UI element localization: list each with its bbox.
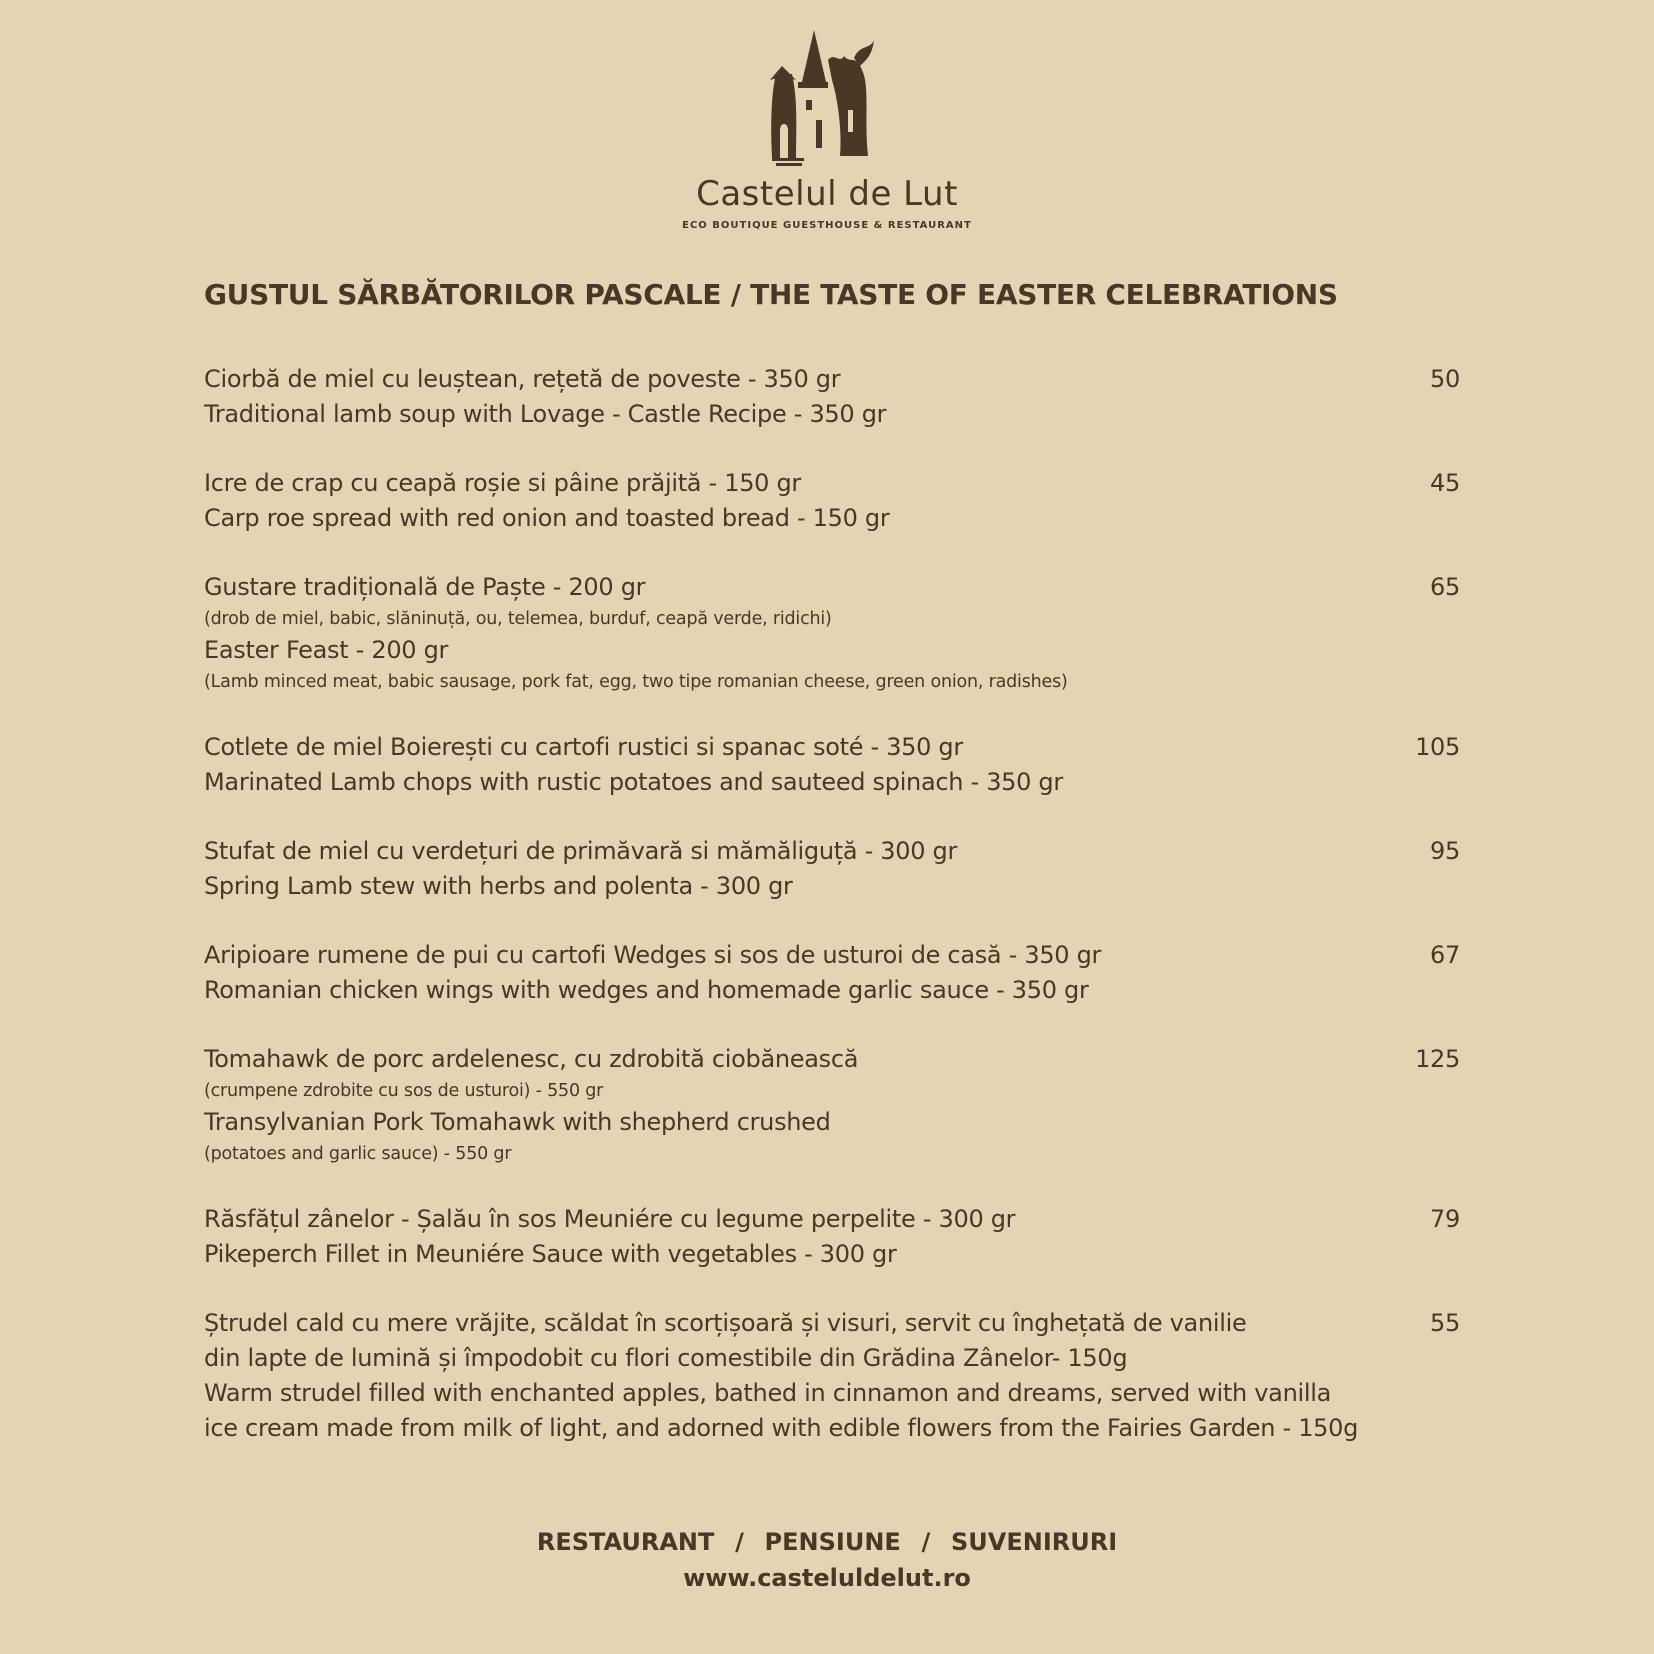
section-title: GUSTUL SĂRBĂTORILOR PASCALE / THE TASTE OF EASTER CELEBRATIONS	[204, 278, 1338, 311]
menu-item-line: Aripioare rumene de pui cu cartofi Wedges si sos de usturoi de casă - 350 gr	[204, 941, 1102, 969]
footer	[0, 1528, 1654, 1592]
menu-item	[204, 1202, 1460, 1272]
menu-item-price: 79	[1430, 1205, 1460, 1233]
menu-item	[204, 362, 1460, 432]
menu-item-price: 55	[1430, 1309, 1460, 1337]
menu-item	[204, 570, 1460, 696]
brand-tagline: ECO BOUTIQUE GUESTHOUSE & RESTAURANT	[682, 220, 972, 231]
menu-item-line: ice cream made from milk of light, and adorned with edible flowers from the Fairies Garden - 150g	[204, 1414, 1359, 1442]
menu-item	[204, 1042, 1460, 1168]
menu-item-line: Easter Feast - 200 gr	[204, 636, 449, 664]
menu-item-line: Spring Lamb stew with herbs and polenta - 300 gr	[204, 872, 793, 900]
menu-item-price: 95	[1430, 837, 1460, 865]
menu-item-line: Gustare tradițională de Paște - 200 gr	[204, 573, 646, 601]
menu-item-note: (potatoes and garlic sauce) - 550 gr	[204, 1144, 512, 1164]
menu-item-note: (Lamb minced meat, babic sausage, pork fat, egg, two tipe romanian cheese, green onion, radishes)	[204, 672, 1068, 692]
menu-item-price: 125	[1415, 1045, 1460, 1073]
menu-item-line: Pikeperch Fillet in Meuniére Sauce with vegetables - 300 gr	[204, 1240, 897, 1268]
menu-item-price: 67	[1430, 941, 1460, 969]
menu-item	[204, 938, 1460, 1008]
menu-item-line: Tomahawk de porc ardelenesc, cu zdrobită ciobănească	[204, 1045, 859, 1073]
menu-item	[204, 466, 1460, 536]
menu-list	[204, 362, 1460, 1480]
menu-item-line: Carp roe spread with red onion and toasted bread - 150 gr	[204, 504, 890, 532]
menu-item	[204, 834, 1460, 904]
menu-item-line: Cotlete de miel Boierești cu cartofi rustici si spanac soté - 350 gr	[204, 733, 963, 761]
menu-item-line: Ștrudel cald cu mere vrăjite, scăldat în scorțișoară și visuri, servit cu înghețată de vanilie	[204, 1309, 1247, 1337]
menu-item-line: Romanian chicken wings with wedges and homemade garlic sauce - 350 gr	[204, 976, 1089, 1004]
castle-logo-icon	[762, 30, 892, 170]
footer-nav: RESTAURANT / PENSIUNE / SUVENIRURI	[536, 1528, 1118, 1556]
footer-url[interactable]: www.casteluldelut.ro	[683, 1564, 971, 1592]
menu-item-line: Traditional lamb soup with Lovage - Castle Recipe - 350 gr	[204, 400, 887, 428]
menu-item-price: 105	[1415, 733, 1460, 761]
brand-name: Castelul de Lut	[696, 174, 958, 214]
menu-item-line: Ciorbă de miel cu leuștean, rețetă de poveste - 350 gr	[204, 365, 841, 393]
menu-item-line: Marinated Lamb chops with rustic potatoes and sauteed spinach - 350 gr	[204, 768, 1063, 796]
menu-item-line: Stufat de miel cu verdețuri de primăvară si mămăliguță - 300 gr	[204, 837, 958, 865]
menu-item-line: Warm strudel filled with enchanted apples, bathed in cinnamon and dreams, served with vanilla	[204, 1379, 1331, 1407]
menu-item	[204, 1306, 1460, 1446]
brand-header	[0, 30, 1654, 231]
menu-item-note: (drob de miel, babic, slăninuță, ou, telemea, burduf, ceapă verde, ridichi)	[204, 609, 832, 629]
menu-item-price: 50	[1430, 365, 1460, 393]
menu-item-price: 45	[1430, 469, 1460, 497]
menu-item-line: Răsfățul zânelor - Șalău în sos Meuniére cu legume perpelite - 300 gr	[204, 1205, 1016, 1233]
menu-item-line: Icre de crap cu ceapă roșie si pâine prăjită - 150 gr	[204, 469, 801, 497]
menu-item	[204, 730, 1460, 800]
menu-item-line: din lapte de lumină și împodobit cu flori comestibile din Grădina Zânelor- 150g	[204, 1344, 1128, 1372]
menu-item-note: (crumpene zdrobite cu sos de usturoi) - 550 gr	[204, 1081, 604, 1101]
menu-item-price: 65	[1430, 573, 1460, 601]
menu-item-line: Transylvanian Pork Tomahawk with shepherd crushed	[204, 1108, 831, 1136]
